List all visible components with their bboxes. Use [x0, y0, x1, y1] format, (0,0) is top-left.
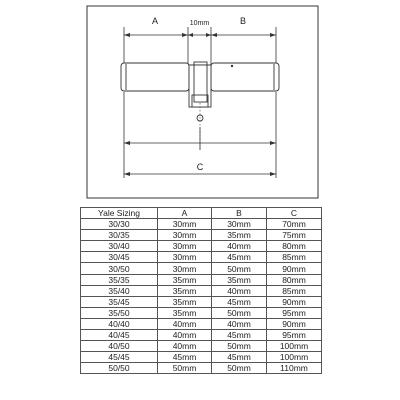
cell-b: 40mm [212, 285, 267, 296]
cell-a: 35mm [158, 307, 212, 318]
cell-b: 35mm [212, 230, 267, 241]
cell-yale-sizing: 30/35 [81, 230, 158, 241]
cell-a: 45mm [158, 352, 212, 363]
cell-c: 110mm [267, 363, 322, 374]
cell-b: 45mm [212, 296, 267, 307]
table-row [81, 252, 322, 263]
cell-c: 100mm [267, 341, 322, 352]
table-row [81, 263, 322, 274]
table-row [81, 330, 322, 341]
cell-b: 30mm [212, 219, 267, 230]
cell-yale-sizing: 30/45 [81, 252, 158, 263]
cell-a: 40mm [158, 330, 212, 341]
cell-c: 85mm [267, 252, 322, 263]
table-header-row [81, 208, 322, 219]
table-row [81, 318, 322, 329]
cell-yale-sizing: 35/45 [81, 296, 158, 307]
cell-b: 50mm [212, 341, 267, 352]
cell-yale-sizing: 35/50 [81, 307, 158, 318]
table-row [81, 230, 322, 241]
dimension-b-label: B [239, 16, 247, 26]
cell-c: 80mm [267, 274, 322, 285]
cell-b: 50mm [212, 307, 267, 318]
header-c: C [267, 208, 322, 219]
cell-b: 45mm [212, 330, 267, 341]
cell-b: 40mm [212, 318, 267, 329]
cell-yale-sizing: 40/40 [81, 318, 158, 329]
cell-a: 30mm [158, 252, 212, 263]
cell-a: 35mm [158, 274, 212, 285]
table-row [81, 285, 322, 296]
cell-c: 90mm [267, 263, 322, 274]
cell-c: 95mm [267, 307, 322, 318]
cell-a: 30mm [158, 241, 212, 252]
cell-b: 40mm [212, 241, 267, 252]
table-row [81, 363, 322, 374]
cell-yale-sizing: 40/45 [81, 330, 158, 341]
cell-b: 45mm [212, 352, 267, 363]
table-row [81, 352, 322, 363]
cell-b: 50mm [212, 263, 267, 274]
cell-a: 30mm [158, 263, 212, 274]
table-row [81, 241, 322, 252]
cell-c: 75mm [267, 230, 322, 241]
header-b: B [212, 208, 267, 219]
cell-a: 30mm [158, 219, 212, 230]
cell-b: 50mm [212, 363, 267, 374]
top-dimension-line [124, 33, 276, 37]
table-row [81, 274, 322, 285]
cell-yale-sizing: 35/40 [81, 285, 158, 296]
header-yale-sizing: Yale Sizing [81, 208, 158, 219]
cell-b: 45mm [212, 252, 267, 263]
cell-c: 95mm [267, 330, 322, 341]
cylinder-body [121, 63, 279, 107]
top-extension-lines [124, 27, 276, 66]
table-row [81, 219, 322, 230]
cell-yale-sizing: 45/45 [81, 352, 158, 363]
yale-sizing-table [80, 207, 322, 374]
table-row [81, 341, 322, 352]
cell-yale-sizing: 50/50 [81, 363, 158, 374]
cell-a: 40mm [158, 318, 212, 329]
cell-yale-sizing: 30/30 [81, 219, 158, 230]
cell-c: 80mm [267, 241, 322, 252]
dimension-c-label: C [196, 162, 204, 172]
cell-c: 90mm [267, 318, 322, 329]
cell-a: 50mm [158, 363, 212, 374]
cell-c: 90mm [267, 296, 322, 307]
cell-yale-sizing: 30/40 [81, 241, 158, 252]
cell-a: 35mm [158, 296, 212, 307]
table-row [81, 307, 322, 318]
dimension-a-label: A [151, 16, 159, 26]
dimension-gap-label: 10mm [189, 20, 210, 27]
cell-yale-sizing: 40/50 [81, 341, 158, 352]
cell-c: 70mm [267, 219, 322, 230]
header-a: A [158, 208, 212, 219]
cell-yale-sizing: 35/35 [81, 274, 158, 285]
bottom-dimension-line [124, 172, 276, 176]
cell-b: 35mm [212, 274, 267, 285]
cell-a: 30mm [158, 230, 212, 241]
cell-a: 35mm [158, 285, 212, 296]
table-row [81, 296, 322, 307]
cell-c: 100mm [267, 352, 322, 363]
cell-yale-sizing: 30/50 [81, 263, 158, 274]
cell-a: 40mm [158, 341, 212, 352]
cell-c: 85mm [267, 285, 322, 296]
